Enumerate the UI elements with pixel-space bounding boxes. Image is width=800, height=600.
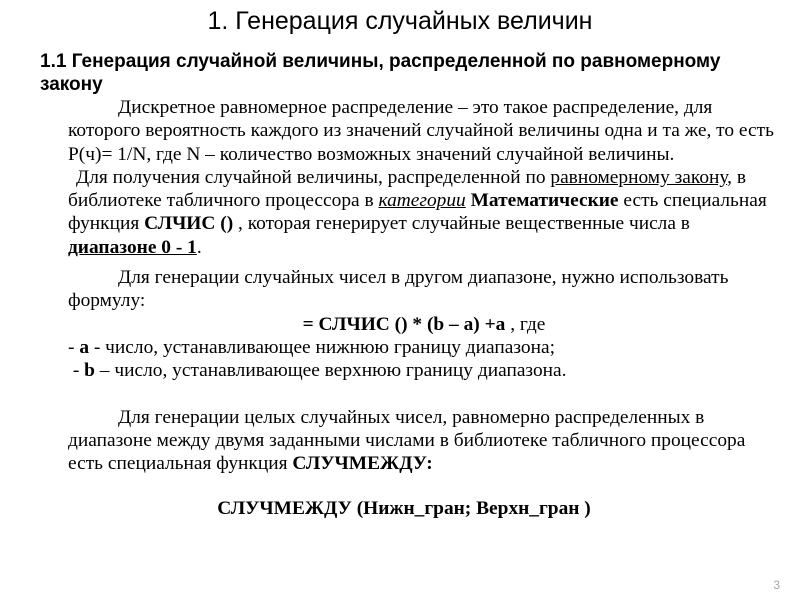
var-a: a — [79, 336, 90, 358]
formula-tail: , где — [505, 313, 546, 335]
term-range: диапазоне 0 - 1 — [68, 236, 197, 258]
paragraph-definition: Дискретное равномерное распределение – это такое распределение, для которого вероятность каждого из значений случайной величины одна и та же, то есть P(ч)= 1/N, где N – количество возможных значений случайной величины. — [68, 97, 774, 165]
text-run: – число, устанавливающее верхнюю границу диапазона. — [94, 360, 567, 382]
paragraph-randbetween — [68, 406, 780, 476]
paragraph-function-rand — [68, 166, 780, 259]
text-run: - число, устанавливающее нижнюю границу диапазона; — [89, 336, 555, 358]
var-b: b — [84, 360, 95, 382]
formula-line — [68, 313, 780, 336]
final-formula: СЛУЧМЕЖДУ (Нижн_гран; Верхн_гран ) — [217, 498, 591, 520]
text-run: есть специальная функция — [68, 190, 767, 235]
page-number: 3 — [773, 578, 780, 592]
function-randbetween: СЛУЧМЕЖДУ: — [292, 453, 433, 475]
definition-a — [68, 336, 780, 359]
text-run: . — [196, 236, 202, 258]
slide-title: 1. Генерация случайных величин — [207, 7, 593, 35]
paragraph-other-range: Для генерации случайных чисел в другом диапазоне, нужно использовать формулу: — [68, 267, 729, 312]
text-run: , которая генерирует случайные вещественные числа в — [233, 213, 690, 235]
text-run: , в библиотеке табличного процессора в — [68, 166, 747, 212]
section-subtitle: 1.1 Генерация случайной величины, распределенной по равномерному закону — [40, 51, 721, 95]
term-category: категории — [378, 190, 466, 212]
slide-body — [68, 96, 780, 521]
link-uniform-law[interactable]: равномерному закону — [550, 166, 728, 188]
definition-b — [68, 359, 780, 382]
text-run: Для получения случайной величины, распределенной по — [76, 166, 551, 188]
term-mathematical: Математические — [470, 190, 619, 212]
text-run: - — [68, 360, 85, 382]
formula: = СЛЧИС () * (b – a) +a — [302, 313, 506, 335]
text-run: - — [68, 336, 80, 358]
function-rand: СЛЧИС () — [144, 213, 234, 235]
text-run: Для генерации целых случайных чисел, равномерно распределенных в диапазоне между двумя заданными числами в библиотеке табличного процессора есть специальная функция — [68, 406, 746, 475]
